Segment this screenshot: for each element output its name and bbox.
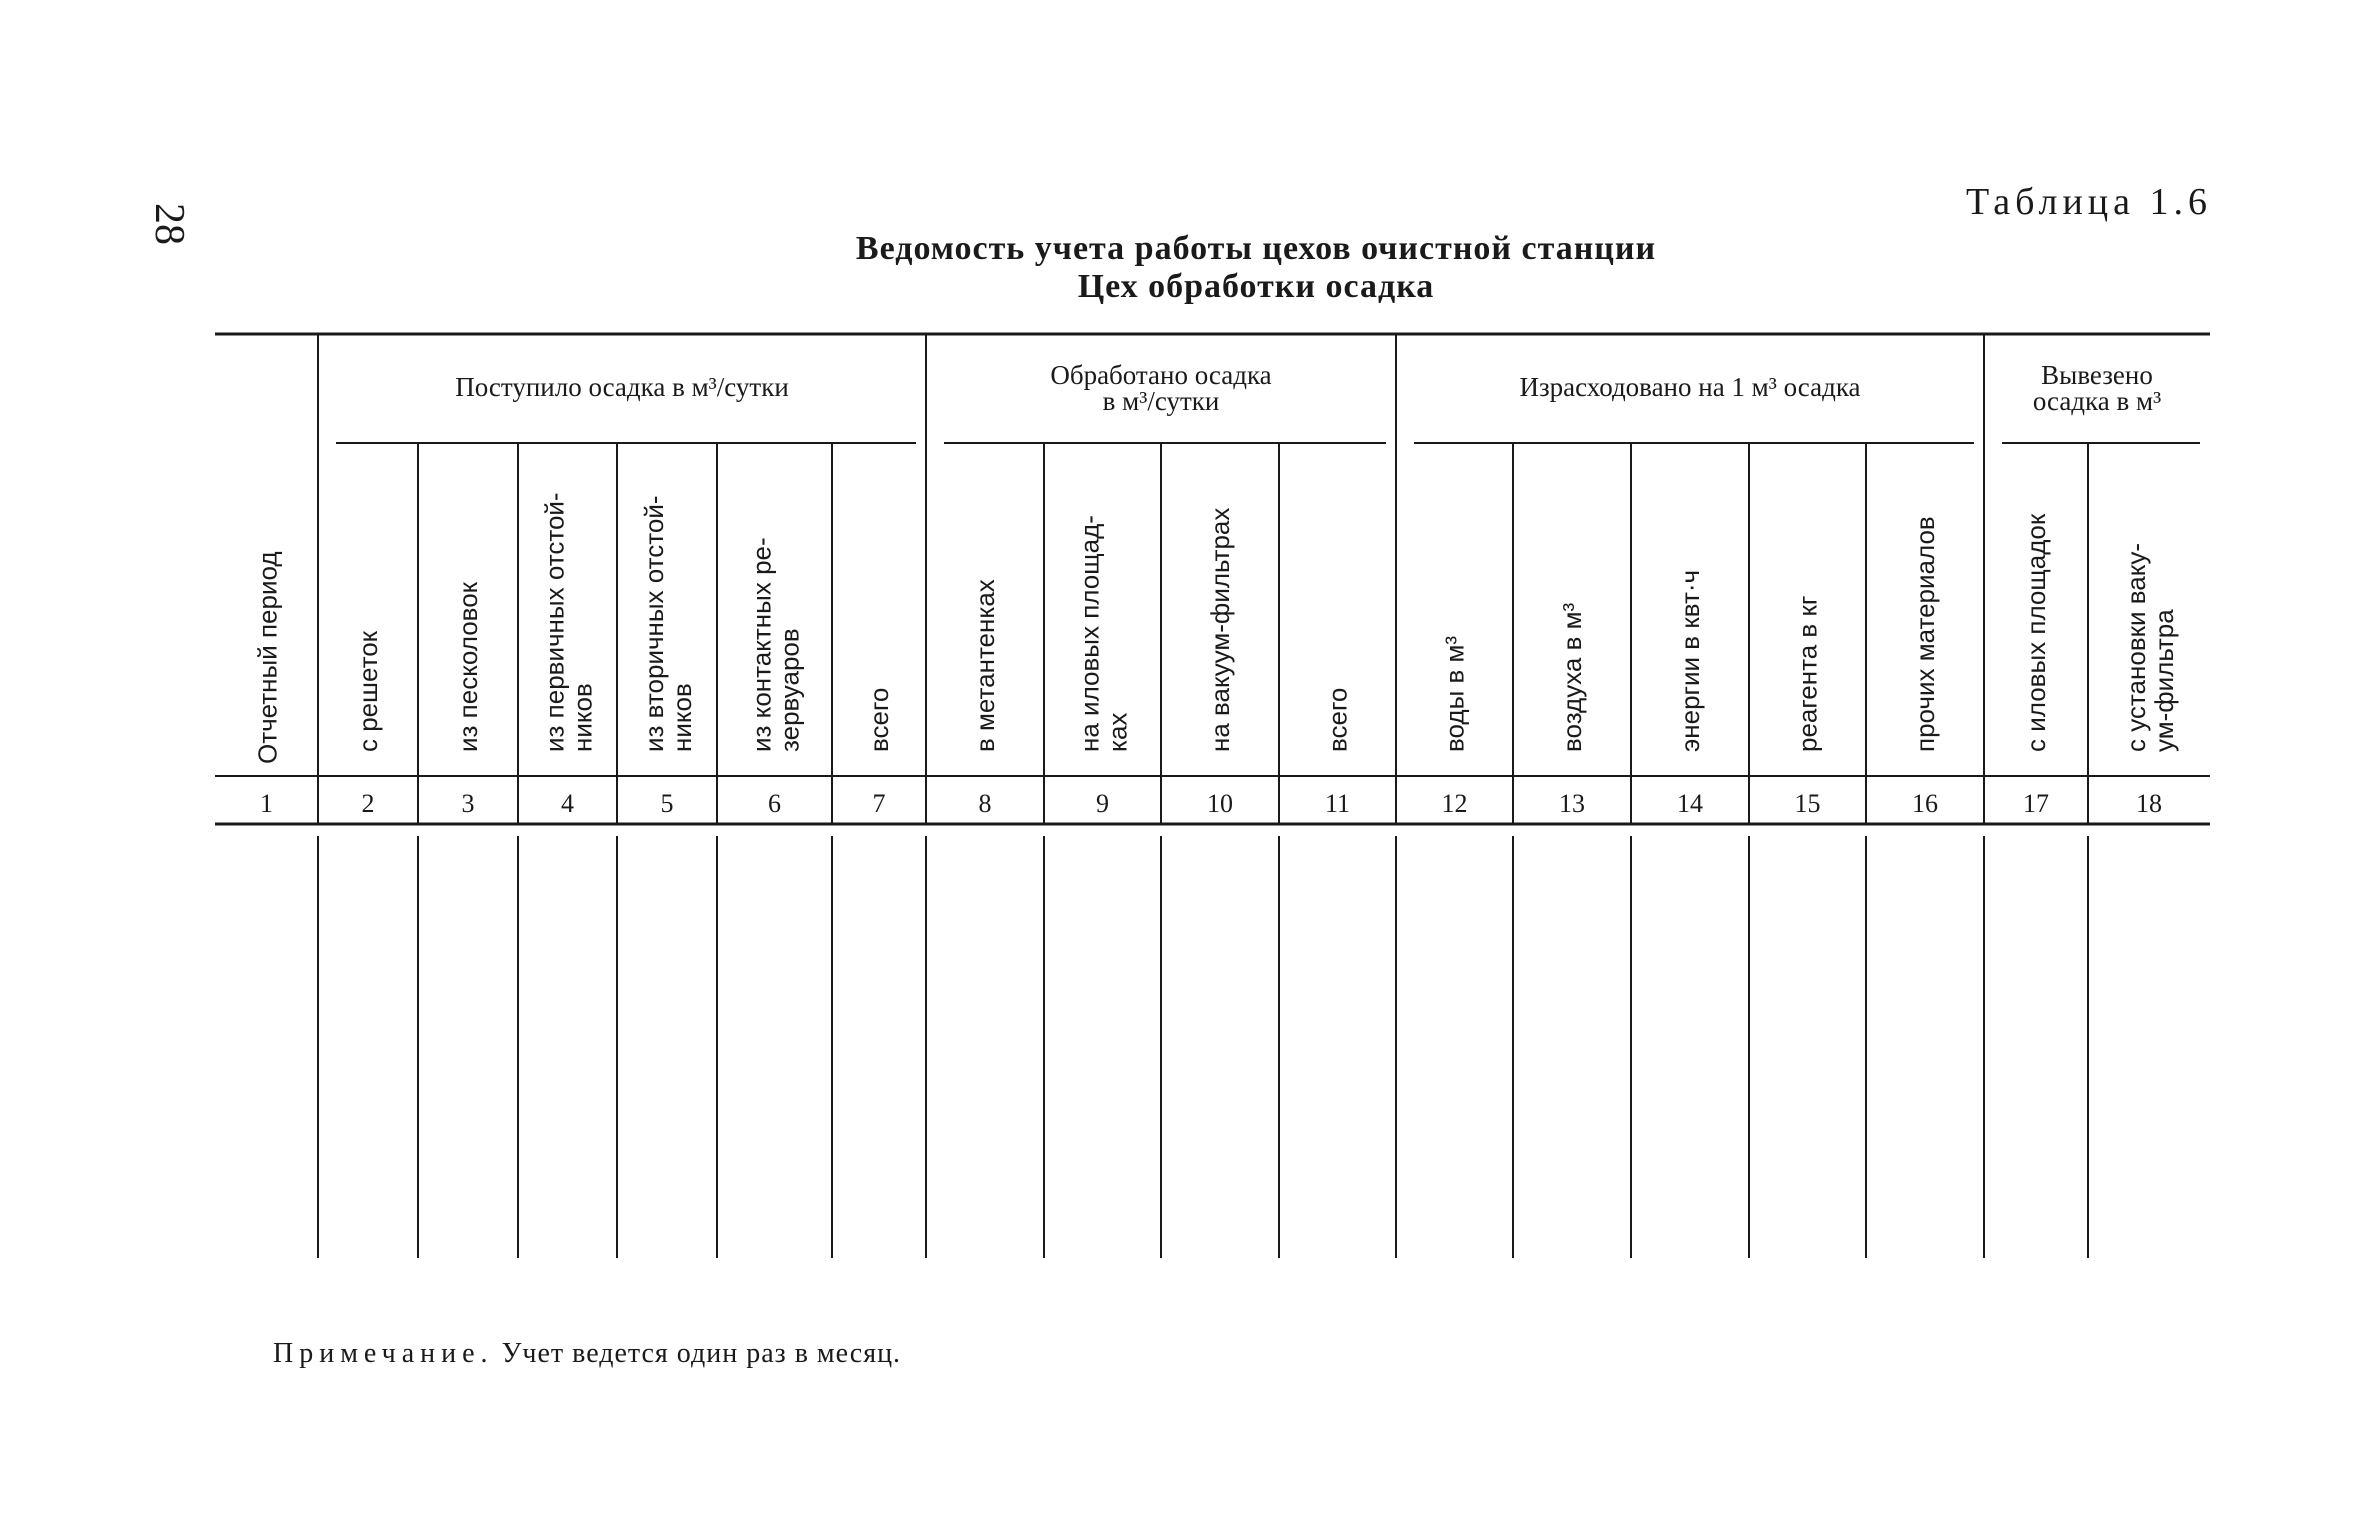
table-label: Таблица 1.6: [1965, 181, 2212, 223]
column-heading: ках: [1102, 712, 1133, 752]
column-number: 11: [1324, 789, 1351, 818]
column-number: 4: [561, 789, 574, 818]
page-number: 28: [146, 203, 192, 245]
column-heading: на иловых площад-: [1074, 515, 1105, 752]
column-number: 5: [660, 789, 674, 818]
column-heading: Отчетный период: [252, 551, 283, 764]
column-number: 9: [1096, 789, 1109, 818]
column-heading: ников: [667, 683, 697, 752]
column-number: 17: [2023, 789, 2049, 818]
column-heading: с иловых площадок: [2021, 513, 2051, 752]
group-heading: Израсходовано на 1 м³ осадка: [1519, 372, 1861, 402]
footnote: [273, 1338, 901, 1370]
column-number: 3: [461, 789, 475, 818]
column-heading: воды в м³: [1439, 635, 1470, 752]
column-heading: с решеток: [353, 630, 383, 752]
column-number: 13: [1559, 789, 1585, 818]
column-heading: из первичных отстой-: [539, 492, 570, 752]
column-number: 7: [872, 789, 886, 818]
column-heading: энергии в квт·ч: [1675, 569, 1705, 752]
column-heading: на вакуум-фильтрах: [1205, 507, 1235, 752]
column-heading: воздуха в м³: [1557, 602, 1587, 752]
column-heading: в метантенках: [970, 579, 1000, 752]
group-heading: Вывезено: [2041, 360, 2153, 390]
column-number: 10: [1207, 789, 1233, 818]
column-number: 18: [2136, 789, 2162, 818]
footnote-text: Учет ведется один раз в месяц.: [501, 1338, 902, 1369]
group-heading: Поступило осадка в м³/сутки: [455, 372, 789, 402]
column-heading: всего: [864, 687, 894, 752]
column-number: 14: [1677, 789, 1703, 818]
column-heading: зервуаров: [774, 628, 805, 752]
column-heading: с установки ваку-: [2121, 542, 2151, 752]
column-heading: из контактных ре-: [746, 537, 777, 752]
group-heading: в м³/сутки: [1102, 386, 1220, 416]
column-number: 6: [768, 789, 781, 818]
group-heading: осадка в м³: [2032, 386, 2162, 416]
column-heading: из вторичных отстой-: [639, 495, 669, 752]
page-title: Ведомость учета работы цехов очистной станции: [855, 230, 1657, 267]
column-heading: ников: [567, 683, 598, 752]
column-number: 16: [1912, 789, 1938, 818]
column-number: 2: [361, 789, 375, 818]
column-number: 8: [978, 789, 992, 818]
column-heading: реагента в кг: [1792, 595, 1823, 752]
column-heading: всего: [1322, 687, 1353, 752]
column-heading: ум-фильтра: [2149, 609, 2179, 752]
column-heading: из песколовок: [453, 581, 483, 752]
group-heading: Обработано осадка: [1050, 360, 1272, 390]
column-number: 15: [1794, 789, 1821, 818]
page-subtitle: Цех обработки осадка: [1077, 268, 1435, 305]
footnote-label: Примечание.: [273, 1338, 494, 1369]
column-number: 1: [260, 789, 273, 818]
column-number: 12: [1441, 789, 1468, 818]
column-heading: прочих материалов: [1910, 516, 1940, 752]
